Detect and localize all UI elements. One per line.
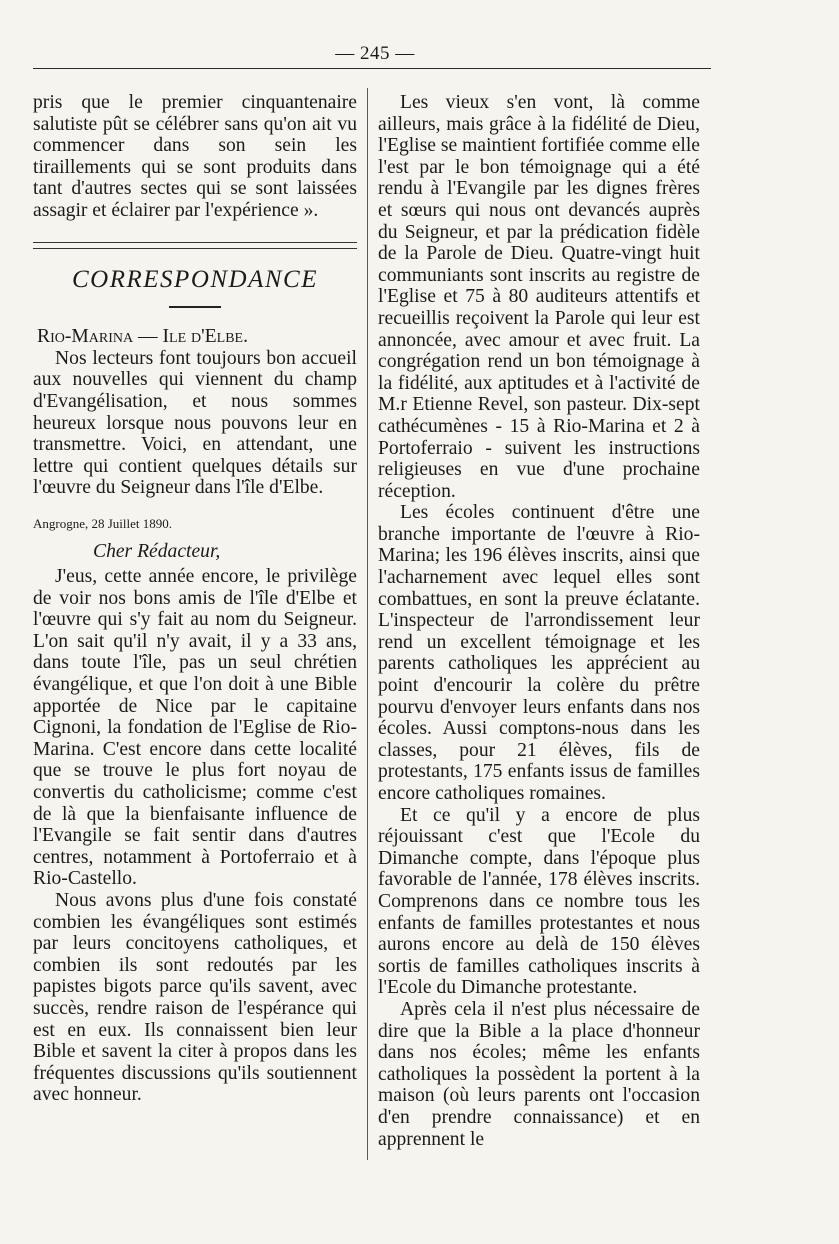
intro-paragraph: pris que le premier cinquantenaire salutiste pût se célébrer sans qu'on ait vu commencer dans son sein les tiraillements qui se sont produits dans tant d'autres sectes qui se sont laissées assagir et éclairer par l'expérience ».: [33, 92, 357, 221]
column-divider: [367, 88, 368, 1160]
article-paragraph: Nos lecteurs font toujours bon accueil aux nouvelles qui viennent du champ d'Evangélisation, et nous sommes heureux lorsque nous pouvons leur en transmettre. Voici, en attendant, une lettre qui contient quelques détails sur l'œuvre du Seigneur dans l'île d'Elbe.: [33, 347, 357, 499]
article-paragraph: Les écoles continuent d'être une branche importante de l'œuvre à Rio-Marina; les 196 élèves inscrits, ainsi que l'acharnement avec lequel elles sont combattues, en sont la preuve éclatante. L'inspecteur de l'arrondissement leur rend un excellent témoignage et les parents catholiques les apprécient au point d'encourir la colère du prêtre pourvu d'envoyer leurs enfants dans nos écoles. Aussi comptons-nous dans les classes, pour 21 élèves, fils de protestants, 175 enfants issus de familles encore catholiques romaines.: [378, 502, 700, 804]
article-paragraph: Et ce qu'il y a encore de plus réjouissant c'est que l'Ecole du Dimanche compte, dans l'époque plus favorable de l'année, 178 élèves inscrits. Comprenons dans ce nombre tous les enfants de familles protestantes et nous aurons encore au delà de 150 élèves sortis de familles catholiques inscrits à l'Ecole du Dimanche protestante.: [378, 804, 700, 999]
section-title: CORRESPONDANCE: [72, 265, 318, 293]
letter-date: Angrogne, 28 Juillet 1890.: [33, 515, 173, 531]
article-paragraph: Nous avons plus d'une fois constaté combien les évangéliques sont estimés par leurs concitoyens catholiques, et combien ils sont redoutés par les papistes bigots parce qu'ils savent, avec succès, rendre raison de l'espérance qui est en eux. Ils connaissent bien leur Bible et savent la citer à propos dans les fréquentes discussions qu'ils soutiennent avec honneur.: [33, 890, 357, 1106]
article-paragraph: Après cela il n'est plus nécessaire de dire que la Bible a la place d'honneur dans nos écoles; même les enfants catholiques la possèdent la portent à la maison (où leurs parents ont l'occasion d'en prendre connaissance) et en apprennent le: [378, 998, 700, 1150]
section-separator: [33, 242, 357, 249]
dateline-heading: Rio-Marina — Ile d'Elbe.: [37, 326, 248, 348]
article-paragraph: J'eus, cette année encore, le privilège de voir nos bons amis de l'île d'Elbe et l'œuvre qui s'y fait au nom du Seigneur. L'on sait qu'il n'y avait, il y a 33 ans, dans toute l'île, pas un seul chrétien évangélique, et que l'on doit à une Bible apportée de Nice par le capitaine Cignoni, la fondation de l'Eglise de Rio-Marina. C'est encore dans cette localité que se trouve le plus fort noyau de convertis du catholicisme; comme c'est de là que la bienfaisante influence de l'Evangile se fait sentir dans d'autres centres, notamment à Portoferraio et à Rio-Castello.: [33, 566, 357, 890]
letter-salutation: Cher Rédacteur,: [93, 540, 221, 562]
page-number: — 245 —: [335, 43, 415, 64]
right-column: [378, 92, 700, 1150]
header-rule: [33, 68, 711, 69]
article-paragraph: Les vieux s'en vont, là comme ailleurs, mais grâce à la fidélité de Dieu, l'Eglise se maintient fortifiée comme elle l'est par le bon témoignage qui a été rendu à l'Evangile par les dignes frères et sœurs qui nous ont devancés auprès du Seigneur, et par la prédication fidèle de la Parole de Dieu. Quatre-vingt huit communiants sont inscrits au registre de l'Eglise et 75 à 80 auditeurs attentifs et recueillis reçoivent la Parole qui leur est annoncée, avec amour et avec fruit. La congrégation rend un bon témoignage à la fidélité, aux aptitudes et à l'activité de M.r Etienne Revel, son pasteur. Dix-sept cathécumènes - 15 à Rio-Marina et 2 à Portoferraio - suivent les instructions religieuses en vue d'une prochaine réception.: [378, 92, 700, 502]
title-dash: [169, 306, 221, 308]
left-column: [33, 92, 357, 1106]
